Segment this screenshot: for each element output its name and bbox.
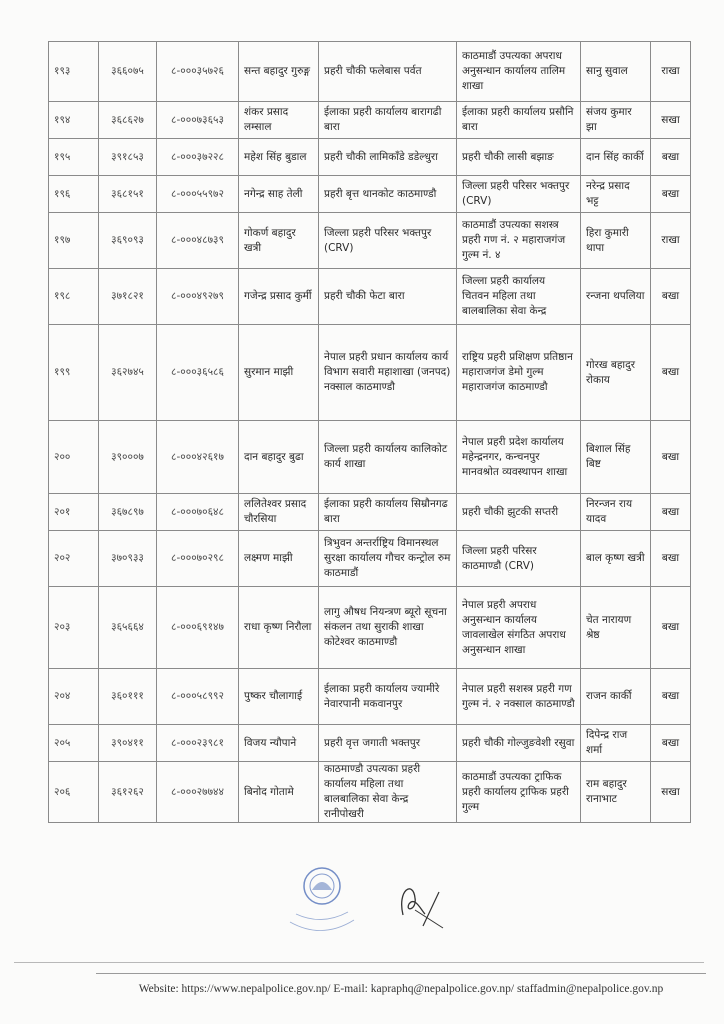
transfer-office: काठमाडौं उपत्यका अपराध अनुसन्धान कार्यालय तालिम शाखा (457, 42, 581, 102)
table-row (49, 669, 691, 725)
table-row (49, 269, 691, 325)
personnel-number: ३६९०९३ (99, 213, 157, 269)
swap-employee: बिशाल सिंह बिष्ट (581, 421, 651, 494)
current-office: ईलाका प्रहरी कार्यालय ज्यामीरे नेवारपानी मकवानपुर (319, 669, 457, 725)
swap-employee: रन्जना थपलिया (581, 269, 651, 325)
employee-name: नगेन्द्र साह तेली (239, 176, 319, 213)
current-office: नेपाल प्रहरी प्रधान कार्यालय कार्य विभाग सवारी महाशाखा (जनपद) नक्साल काठमाण्डौ (319, 325, 457, 421)
serial-number: १९३ (49, 42, 99, 102)
table-row (49, 494, 691, 531)
transfer-office: ईलाका प्रहरी कार्यालय प्रसौनि बारा (457, 102, 581, 139)
code-number: ८-०००७०६४८ (157, 494, 239, 531)
serial-number: २०५ (49, 725, 99, 762)
personnel-number: ३७०९३३ (99, 531, 157, 587)
code-number: ८-०००६९१४७ (157, 587, 239, 669)
current-office: ईलाका प्रहरी कार्यालय बारागढी बारा (319, 102, 457, 139)
code-number: ८-०००४८७३९ (157, 213, 239, 269)
employee-name: दान बहादुर बुढा (239, 421, 319, 494)
current-office: त्रिभुवन अन्तर्राष्ट्रिय विमानस्थल सुरक्षा कार्यालय गौचर कन्ट्रोल रुम काठमाडौं (319, 531, 457, 587)
personnel-number: ३६५६६४ (99, 587, 157, 669)
personnel-number: ३९०४११ (99, 725, 157, 762)
footer-rule (96, 973, 706, 974)
table-row (49, 42, 691, 102)
table-row (49, 762, 691, 823)
transfer-office: जिल्ला प्रहरी परिसर काठमाण्डौ (CRV) (457, 531, 581, 587)
swap-employee: सानु सुवाल (581, 42, 651, 102)
table-row (49, 176, 691, 213)
transfer-office: प्रहरी चौकी गोल्जुङवेशी रसुवा (457, 725, 581, 762)
transfer-office: राष्ट्रिय प्रहरी प्रशिक्षण प्रतिष्ठान महाराजगंज डेमो गुल्म महाराजगंज काठमाण्डौ (457, 325, 581, 421)
employee-name: सन्त बहादुर गुरुङ्ग (239, 42, 319, 102)
transfer-office: जिल्ला प्रहरी कार्यालय चितवन महिला तथा बालबालिका सेवा केन्द्र (457, 269, 581, 325)
swap-employee: दान सिंह कार्की (581, 139, 651, 176)
table-row (49, 213, 691, 269)
serial-number: २०२ (49, 531, 99, 587)
category-badge: बखा (651, 587, 691, 669)
category-badge: बखा (651, 669, 691, 725)
serial-number: २०३ (49, 587, 99, 669)
personnel-number: ३६८६२७ (99, 102, 157, 139)
personnel-number: ३६०१११ (99, 669, 157, 725)
current-office: प्रहरी चौकी लामिकाँडे डडेल्धुरा (319, 139, 457, 176)
swap-employee: हिरा कुमारी थापा (581, 213, 651, 269)
employee-name: लक्ष्मण माझी (239, 531, 319, 587)
code-number: ८-०००३६५८६ (157, 325, 239, 421)
swap-employee: नरेन्द्र प्रसाद भट्ट (581, 176, 651, 213)
signature (395, 880, 455, 930)
code-number: ८-०००२३९८१ (157, 725, 239, 762)
current-office: लागु औषध नियन्त्रण ब्यूरो सूचना संकलन तथा सुराकी शाखा कोटेश्वर काठमाण्डौ (319, 587, 457, 669)
current-office: प्रहरी चौकी फेटा बारा (319, 269, 457, 325)
employee-name: गोकर्ण बहादुर खत्री (239, 213, 319, 269)
code-number: ८-०००३७२२८ (157, 139, 239, 176)
current-office: ईलाका प्रहरी कार्यालय सिम्रौनगढ बारा (319, 494, 457, 531)
swap-employee: चेत नारायण श्रेष्ठ (581, 587, 651, 669)
current-office: जिल्ला प्रहरी कार्यालय कालिकोट कार्य शाखा (319, 421, 457, 494)
code-number: ८-०००५५९७२ (157, 176, 239, 213)
table-row (49, 325, 691, 421)
current-office: काठमाण्डौ उपत्यका प्रहरी कार्यालय महिला तथा बालबालिका सेवा केन्द्र रानीपोखरी (319, 762, 457, 823)
table-row (49, 587, 691, 669)
personnel-number: ३६६०७५ (99, 42, 157, 102)
serial-number: २०६ (49, 762, 99, 823)
serial-number: १९८ (49, 269, 99, 325)
category-badge: बखा (651, 269, 691, 325)
table-row (49, 531, 691, 587)
swap-employee: राजन कार्की (581, 669, 651, 725)
table-row (49, 421, 691, 494)
serial-number: २०४ (49, 669, 99, 725)
employee-name: राधा कृष्ण निरौला (239, 587, 319, 669)
employee-name: महेश सिंह बुडाल (239, 139, 319, 176)
swap-employee: गोरख बहादुर रोकाय (581, 325, 651, 421)
transfer-table (48, 41, 691, 823)
transfer-office: प्रहरी चौकी लासी बझाङ (457, 139, 581, 176)
transfer-office: नेपाल प्रहरी अपराध अनुसन्धान कार्यालय जावलाखेल संगठित अपराध अनुसन्धान शाखा (457, 587, 581, 669)
employee-name: शंकर प्रसाद लम्साल (239, 102, 319, 139)
category-badge: बखा (651, 176, 691, 213)
serial-number: १९७ (49, 213, 99, 269)
serial-number: २०१ (49, 494, 99, 531)
personnel-number: ३७१८२१ (99, 269, 157, 325)
code-number: ८-०००७०२९८ (157, 531, 239, 587)
code-number: ८-०००३५७२६ (157, 42, 239, 102)
swap-employee: दिपेन्द्र राज शर्मा (581, 725, 651, 762)
personnel-number: ३९१८५३ (99, 139, 157, 176)
code-number: ८-०००२७७४४ (157, 762, 239, 823)
personnel-number: ३६८१५१ (99, 176, 157, 213)
category-badge: बखा (651, 494, 691, 531)
employee-name: सुरमान माझी (239, 325, 319, 421)
employee-name: बिनोद गोतामे (239, 762, 319, 823)
code-number: ८-०००७३६५३ (157, 102, 239, 139)
serial-number: १९५ (49, 139, 99, 176)
personnel-number: ३६७८९७ (99, 494, 157, 531)
swap-employee: बाल कृष्ण खत्री (581, 531, 651, 587)
category-badge: राखा (651, 42, 691, 102)
category-badge: सखा (651, 762, 691, 823)
serial-number: १९४ (49, 102, 99, 139)
transfer-office: प्रहरी चौकी झुटकी सप्तरी (457, 494, 581, 531)
swap-employee: संजय कुमार झा (581, 102, 651, 139)
employee-name: गजेन्द्र प्रसाद कुर्मी (239, 269, 319, 325)
transfer-office: काठमाडौं उपत्यका सशस्त्र प्रहरी गण नं. २ महाराजगंज गुल्म नं. ४ (457, 213, 581, 269)
current-office: प्रहरी बृत्त थानकोट काठमाण्डौ (319, 176, 457, 213)
category-badge: बखा (651, 725, 691, 762)
category-badge: बखा (651, 325, 691, 421)
table-row (49, 102, 691, 139)
current-office: जिल्ला प्रहरी परिसर भक्तपुर (CRV) (319, 213, 457, 269)
divider-line (14, 962, 704, 963)
seal-stamp (282, 862, 360, 942)
category-badge: राखा (651, 213, 691, 269)
personnel-number: ३९०००७ (99, 421, 157, 494)
category-badge: बखा (651, 139, 691, 176)
serial-number: १९९ (49, 325, 99, 421)
table-row (49, 725, 691, 762)
serial-number: २०० (49, 421, 99, 494)
current-office: प्रहरी वृत्त जगाती भक्तपुर (319, 725, 457, 762)
serial-number: १९६ (49, 176, 99, 213)
code-number: ८-०००४२६१७ (157, 421, 239, 494)
personnel-number: ३६१२६२ (99, 762, 157, 823)
code-number: ८-०००५८९९२ (157, 669, 239, 725)
employee-name: ललितेश्वर प्रसाद चौरसिया (239, 494, 319, 531)
employee-name: पुष्कर चौलागाई (239, 669, 319, 725)
transfer-office: नेपाल प्रहरी सशस्त्र प्रहरी गण गुल्म नं. २ नक्साल काठमाण्डौ (457, 669, 581, 725)
personnel-number: ३६२७४५ (99, 325, 157, 421)
transfer-office: नेपाल प्रहरी प्रदेश कार्यालय महेन्द्रनगर, कन्चनपुर मानवश्रोत व्यवस्थापन शाखा (457, 421, 581, 494)
footer-contact: Website: https://www.nepalpolice.gov.np/ E-mail: kapraphq@nepalpolice.gov.np/ staffadmin@nepalpolice.gov.np (138, 983, 664, 995)
transfer-office: जिल्ला प्रहरी परिसर भक्तपुर (CRV) (457, 176, 581, 213)
swap-employee: निरन्जन राय यादव (581, 494, 651, 531)
employee-name: विजय न्यौपाने (239, 725, 319, 762)
category-badge: बखा (651, 531, 691, 587)
table-row (49, 139, 691, 176)
category-badge: बखा (651, 421, 691, 494)
category-badge: सखा (651, 102, 691, 139)
current-office: प्रहरी चौकी फलेबास पर्वत (319, 42, 457, 102)
code-number: ८-०००४९२७९ (157, 269, 239, 325)
swap-employee: राम बहादुर रानाभाट (581, 762, 651, 823)
transfer-office: काठमाडौं उपत्यका ट्राफिक प्रहरी कार्यालय ट्राफिक प्रहरी गुल्म (457, 762, 581, 823)
